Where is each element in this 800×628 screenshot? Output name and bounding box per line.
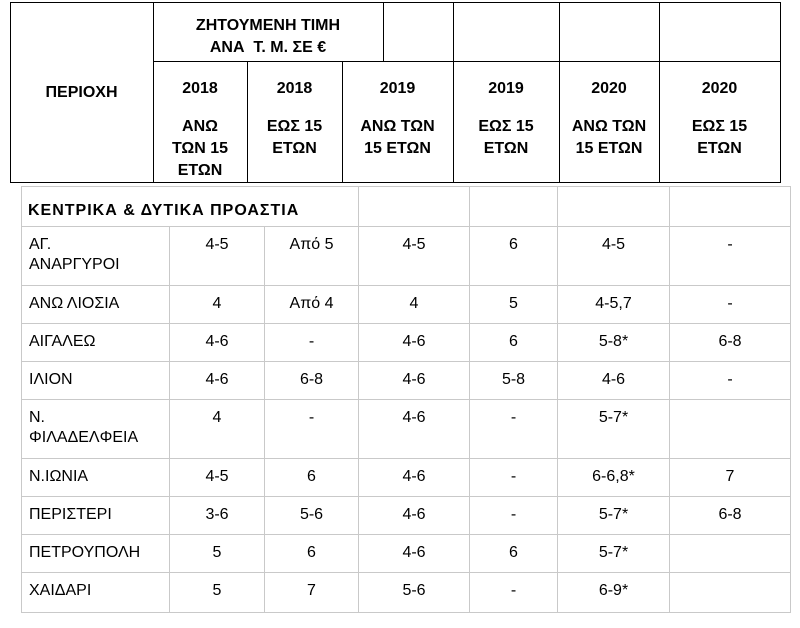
table-row bbox=[22, 227, 791, 286]
value-cell bbox=[359, 362, 470, 400]
price-value: 4-6 bbox=[205, 333, 229, 350]
value-cell bbox=[170, 324, 265, 362]
col-year: 2020 bbox=[591, 80, 627, 97]
value-cell bbox=[470, 286, 558, 324]
price-value: 5 bbox=[212, 582, 222, 599]
table-row bbox=[22, 324, 791, 362]
region-name-line1: ΑΙΓΑΛΕΩ bbox=[29, 333, 96, 350]
table-row bbox=[22, 362, 791, 400]
region-name-line1: Ν.ΙΩΝΙΑ bbox=[29, 468, 89, 485]
region-cell bbox=[22, 400, 170, 459]
col-year: 2019 bbox=[379, 80, 416, 97]
price-value: 4-5 bbox=[601, 236, 626, 253]
table-row bbox=[22, 535, 791, 573]
value-cell bbox=[670, 227, 791, 286]
col-age-line2: ΤΩΝ 15 bbox=[171, 140, 229, 157]
price-table-header bbox=[10, 2, 781, 183]
value-cell bbox=[359, 573, 470, 613]
price-value: 4-6 bbox=[402, 468, 426, 485]
price-value bbox=[670, 400, 790, 408]
price-value: 4-6 bbox=[402, 409, 426, 426]
region-cell bbox=[22, 535, 170, 573]
col-age-line1: ΑΝΩ bbox=[182, 118, 218, 135]
value-cell bbox=[170, 286, 265, 324]
value-cell bbox=[265, 535, 359, 573]
price-value: 6 bbox=[307, 544, 316, 561]
price-value: 4-6 bbox=[402, 371, 426, 388]
price-value: Από 4 bbox=[289, 295, 334, 312]
price-value: 6 bbox=[509, 544, 518, 561]
value-cell bbox=[265, 497, 359, 535]
col-header-2019-under15 bbox=[453, 78, 559, 160]
price-value: - bbox=[510, 468, 517, 485]
region-name-line1: ΑΝΩ ΛΙΟΣΙΑ bbox=[29, 295, 120, 312]
col-age-line1: ΕΩΣ 15 bbox=[691, 118, 748, 135]
col-age-line2: ΕΤΩΝ bbox=[272, 140, 317, 157]
region-cell bbox=[22, 227, 170, 286]
price-value: 6 bbox=[509, 333, 518, 350]
col-age-line1: ΕΩΣ 15 bbox=[478, 118, 534, 135]
value-cell bbox=[558, 227, 670, 286]
price-value: 6 bbox=[509, 236, 518, 253]
region-name-line2: ΦΙΛΑΔΕΛΦΕΙΑ bbox=[29, 429, 139, 446]
value-cell bbox=[170, 535, 265, 573]
price-value: - bbox=[727, 295, 733, 312]
price-value: 5 bbox=[212, 544, 222, 561]
region-cell bbox=[22, 497, 170, 535]
price-value: 4-6 bbox=[402, 506, 426, 523]
region-name-line1: ΙΛΙΟΝ bbox=[29, 371, 73, 388]
price-table-body bbox=[21, 186, 790, 613]
section-title: ΚΕΝΤΡΙΚΑ & ΔΥΤΙΚΑ ΠΡΟΑΣΤΙΑ bbox=[28, 202, 300, 219]
header-divider-title bbox=[383, 2, 384, 61]
value-cell bbox=[670, 324, 791, 362]
col-age-line1: ΕΩΣ 15 bbox=[266, 118, 323, 135]
region-column-header: ΠΕΡΙΟΧΗ bbox=[45, 83, 118, 101]
price-value: - bbox=[510, 409, 517, 426]
price-value: 4 bbox=[212, 295, 222, 312]
col-year: 2019 bbox=[488, 80, 524, 97]
col-header-2020-under15 bbox=[659, 78, 780, 160]
price-value: - bbox=[308, 409, 315, 426]
col-age-line2: 15 ΕΤΩΝ bbox=[575, 140, 643, 157]
value-cell bbox=[558, 324, 670, 362]
col-header-2018-over15 bbox=[153, 78, 247, 182]
value-cell bbox=[170, 573, 265, 613]
price-value: 5 bbox=[509, 295, 518, 312]
value-cell bbox=[470, 400, 558, 459]
region-name-line2: ΑΝΑΡΓΥΡΟΙ bbox=[29, 256, 120, 273]
price-title-line1: ΖΗΤΟΥΜΕΝΗ ΤΙΜΗ bbox=[195, 17, 341, 34]
price-value: 7 bbox=[307, 582, 316, 599]
value-cell bbox=[359, 497, 470, 535]
value-cell bbox=[170, 227, 265, 286]
value-cell bbox=[265, 286, 359, 324]
value-cell bbox=[558, 573, 670, 613]
col-age-line2: ΕΤΩΝ bbox=[483, 140, 529, 157]
value-cell bbox=[359, 459, 470, 497]
price-value: 6-9* bbox=[598, 582, 629, 599]
value-cell bbox=[670, 459, 791, 497]
price-value: - bbox=[727, 371, 733, 388]
col-year: 2018 bbox=[276, 80, 313, 97]
value-cell bbox=[170, 497, 265, 535]
price-value: 5-7* bbox=[598, 409, 629, 426]
price-value: 7 bbox=[725, 468, 735, 485]
price-value: 4-6 bbox=[601, 371, 626, 388]
value-cell bbox=[470, 324, 558, 362]
region-name-line1: ΠΕΡΙΣΤΕΡΙ bbox=[29, 506, 112, 523]
price-value: 6-8 bbox=[718, 506, 742, 523]
price-value: 4-5 bbox=[205, 468, 229, 485]
price-value: Από 5 bbox=[289, 236, 334, 253]
price-value: 4-5 bbox=[205, 236, 229, 253]
value-cell bbox=[265, 362, 359, 400]
col-age-line2: ΕΤΩΝ bbox=[697, 140, 742, 157]
price-value: 3-6 bbox=[205, 506, 229, 523]
value-cell bbox=[670, 400, 791, 459]
value-cell bbox=[265, 324, 359, 362]
table-row bbox=[22, 497, 791, 535]
section-row bbox=[22, 187, 791, 227]
value-cell bbox=[359, 227, 470, 286]
value-cell bbox=[470, 459, 558, 497]
region-cell bbox=[22, 324, 170, 362]
price-value: 5-8* bbox=[598, 333, 629, 350]
value-cell bbox=[470, 497, 558, 535]
region-name-line1: Ν. bbox=[29, 409, 45, 426]
price-value: 6-6,8* bbox=[592, 468, 635, 485]
table-row bbox=[22, 400, 791, 459]
value-cell bbox=[558, 362, 670, 400]
col-header-2018-under15 bbox=[247, 78, 342, 160]
price-value: 4-6 bbox=[402, 333, 426, 350]
price-value: 4-5,7 bbox=[595, 295, 632, 312]
value-cell bbox=[265, 459, 359, 497]
col-header-2019-over15 bbox=[342, 78, 453, 160]
header-right-border bbox=[780, 2, 781, 183]
value-cell bbox=[359, 400, 470, 459]
value-cell bbox=[470, 535, 558, 573]
value-cell bbox=[558, 459, 670, 497]
table-row bbox=[22, 286, 791, 324]
value-cell bbox=[170, 459, 265, 497]
region-cell bbox=[22, 362, 170, 400]
value-cell bbox=[359, 535, 470, 573]
region-cell bbox=[22, 286, 170, 324]
region-name-line1: ΧΑΙΔΑΡΙ bbox=[29, 582, 92, 599]
value-cell bbox=[359, 324, 470, 362]
price-value: 5-7* bbox=[598, 544, 629, 561]
value-cell bbox=[670, 497, 791, 535]
price-value: 6-8 bbox=[718, 333, 742, 350]
value-cell bbox=[470, 362, 558, 400]
price-value: 6 bbox=[307, 468, 316, 485]
value-cell bbox=[670, 362, 791, 400]
price-value: 5-7* bbox=[598, 506, 629, 523]
col-age-line3: ΕΤΩΝ bbox=[177, 162, 223, 179]
region-cell bbox=[22, 459, 170, 497]
value-cell bbox=[470, 227, 558, 286]
value-cell bbox=[359, 286, 470, 324]
value-cell bbox=[170, 362, 265, 400]
price-value bbox=[670, 535, 790, 543]
price-value: 5-6 bbox=[402, 582, 426, 599]
value-cell bbox=[558, 535, 670, 573]
price-value: 4 bbox=[212, 409, 222, 426]
value-cell bbox=[265, 573, 359, 613]
price-value: - bbox=[510, 582, 517, 599]
value-cell bbox=[670, 535, 791, 573]
price-value: - bbox=[510, 506, 517, 523]
price-value: - bbox=[727, 236, 733, 253]
col-age-line1: ΑΝΩ ΤΩΝ bbox=[571, 118, 647, 135]
price-value: 5-8 bbox=[501, 371, 526, 388]
price-value: 4 bbox=[409, 295, 419, 312]
price-value: 5-6 bbox=[299, 506, 324, 523]
price-table bbox=[21, 186, 791, 613]
col-year: 2018 bbox=[182, 80, 218, 97]
col-age-line1: ΑΝΩ ΤΩΝ bbox=[360, 118, 435, 135]
region-name-line1: ΠΕΤΡΟΥΠΟΛΗ bbox=[29, 544, 141, 561]
value-cell bbox=[265, 227, 359, 286]
price-value: 6-8 bbox=[299, 371, 324, 388]
value-cell bbox=[170, 400, 265, 459]
table-row bbox=[22, 573, 791, 613]
price-value: 4-5 bbox=[402, 236, 426, 253]
price-value: 4-6 bbox=[402, 544, 426, 561]
region-cell bbox=[22, 573, 170, 613]
price-value: - bbox=[308, 333, 315, 350]
value-cell bbox=[470, 573, 558, 613]
region-name-line1: ΑΓ. bbox=[29, 236, 52, 253]
value-cell bbox=[265, 400, 359, 459]
value-cell bbox=[558, 286, 670, 324]
col-year: 2020 bbox=[701, 80, 738, 97]
col-age-line2: 15 ΕΤΩΝ bbox=[364, 140, 431, 157]
value-cell bbox=[558, 497, 670, 535]
value-cell bbox=[670, 573, 791, 613]
price-value bbox=[670, 573, 790, 581]
price-value: 4-6 bbox=[205, 371, 229, 388]
price-title-line2: ΑΝΑ Τ. Μ. ΣΕ € bbox=[209, 39, 327, 56]
value-cell bbox=[670, 286, 791, 324]
table-row bbox=[22, 459, 791, 497]
col-header-2020-over15 bbox=[559, 78, 659, 160]
value-cell bbox=[558, 400, 670, 459]
